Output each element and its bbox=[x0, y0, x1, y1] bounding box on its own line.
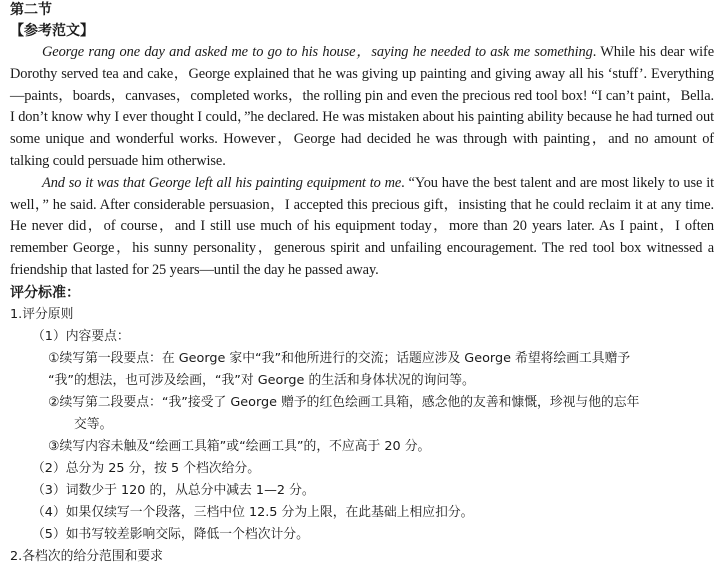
paragraph-2-lead: And so it was that George left all his painting equipment to me bbox=[42, 174, 402, 191]
section-title: 第二节 bbox=[10, 2, 52, 18]
paragraph-1-lead: George rang one day and asked me to go to his house，saying he needed to ask me something bbox=[42, 44, 593, 60]
content-point-1-line-1: ①续写第一段要点：在 George 家中“我”和他所进行的交流；话题应涉及 George 希望将绘画工具赠予 bbox=[48, 350, 631, 366]
content-points-title: （1）内容要点： bbox=[32, 328, 130, 344]
content-point-1-line-2: “我”的想法，也可涉及绘画，“我”对 George 的生活和身体状况的询问等。 bbox=[48, 372, 475, 388]
criteria-item-3: （3）词数少于 120 的，从总分中减去 1—2 分。 bbox=[32, 482, 315, 498]
content-point-2-line-2: 交等。 bbox=[74, 416, 113, 432]
content-point-2-line-1: ②续写第二段要点：“我”接受了 George 赠予的红色绘画工具箱，感念他的友善和慷慨，珍视与他的忘年 bbox=[48, 394, 640, 410]
paragraph-2-body: . “You have the best talent and are most likely to use it well，” he said. After considerable persuasion，I accepted this precious gift，insisting that he could reclaim it at any time. He never did，of course，and I still use much of his equipment today，more than 20 years later. As I paint，I often remember George，his sunny personality，generous spirit and unfailing encouragement. The red tool box witnessed a friendship that lasted for 25 years—until the day he passed away. bbox=[10, 174, 714, 278]
paragraph-1-body: . While his dear wife Dorothy served tea and cake，George explained that he was giving up painting and giving away all his ‘stuff’. Everything—paints，boards，canvases，completed works，the rolling pin and even the precious red tool box! “I can’t paint，Bella. I don’t know why I ever thought I could，”he declared. He was mistaken about his painting ability because he had turned out some unique and wonderful works. However，George had decided he was through with painting，and no amount of talking could persuade him otherwise. bbox=[10, 44, 715, 169]
criteria-item-5: （5）如书写较差影响交际，降低一个档次计分。 bbox=[32, 526, 309, 542]
essay-paragraph-2 bbox=[10, 173, 714, 282]
sample-essay-heading: 【参考范文】 bbox=[10, 23, 94, 39]
criteria-item-4: （4）如果仅续写一个段落，三档中位 12.5 分为上限，在此基础上相应扣分。 bbox=[32, 504, 474, 520]
principle-title: 1.评分原则 bbox=[10, 306, 74, 322]
essay-paragraph-1 bbox=[10, 42, 714, 173]
content-point-3: ③续写内容未触及“绘画工具箱”或“绘画工具”的，不应高于 20 分。 bbox=[48, 438, 431, 454]
levels-title: 2.各档次的给分范围和要求 bbox=[10, 548, 163, 564]
criteria-item-2: （2）总分为 25 分，按 5 个档次给分。 bbox=[32, 460, 260, 476]
criteria-heading: 评分标准： bbox=[10, 284, 80, 301]
